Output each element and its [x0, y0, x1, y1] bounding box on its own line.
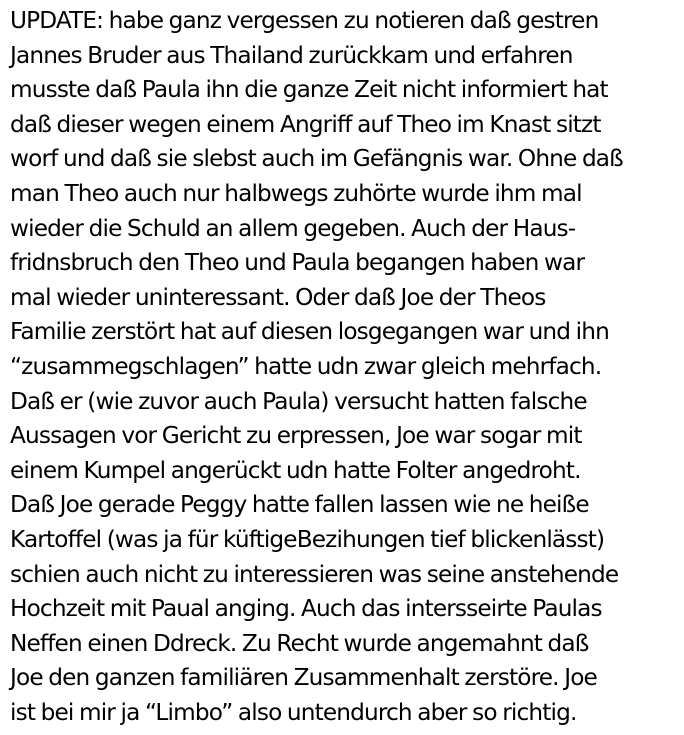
text-line: wieder die Schuld an allem gegeben. Auch der Haus-	[10, 214, 576, 242]
text-line: daß dieser wegen einem Angriff auf Theo im Knast sitzt	[10, 110, 601, 138]
text-line: musste daß Paula ihn die ganze Zeit nicht informiert hat	[10, 76, 608, 104]
text-line: schien auch nicht zu interessieren was seine anstehende	[10, 560, 619, 588]
text-line: Aussagen vor Gericht zu erpressen, Joe war sogar mit	[10, 422, 582, 450]
text-line: worf und daß sie slebst auch im Gefängnis war. Ohne daß	[10, 145, 623, 173]
text-line: Familie zerstört hat auf diesen losgegangen war und ihn	[10, 318, 609, 346]
text-line: ist bei mir ja “Limbo” also untendurch aber so richtig.	[10, 698, 577, 726]
text-line: Daß Joe gerade Peggy hatte fallen lassen wie ne heiße	[10, 491, 589, 519]
text-line: Daß er (wie zuvor auch Paula) versucht hatten falsche	[10, 387, 587, 415]
text-line: “zusammegschlagen” hatte udn zwar gleich mehrfach.	[10, 352, 602, 380]
text-line: Hochzeit mit Paual anging. Auch das intersseirte Paulas	[10, 595, 602, 623]
text-line: UPDATE: habe ganz vergessen zu notieren daß gestren	[10, 7, 599, 34]
text-line: Jannes Bruder aus Thailand zurückkam und erfahren	[10, 41, 573, 69]
text-body	[10, 4, 680, 730]
text-line: mal wieder uninteressant. Oder daß Joe der Theos	[10, 283, 546, 311]
text-line: man Theo auch nur halbwegs zuhörte wurde ihm mal	[10, 179, 582, 207]
text-line: einem Kumpel angerückt udn hatte Folter angedroht.	[10, 456, 581, 484]
text-line: fridnsbruch den Theo und Paula begangen haben war	[10, 249, 585, 277]
text-line: Joe den ganzen familiären Zusammenhalt zerstöre. Joe	[10, 664, 597, 692]
text-line: Neffen einen Ddreck. Zu Recht wurde angemahnt daß	[10, 629, 589, 657]
text-line: Kartoffel (was ja für küftigeBezihungen tief blickenlässt)	[10, 525, 605, 553]
